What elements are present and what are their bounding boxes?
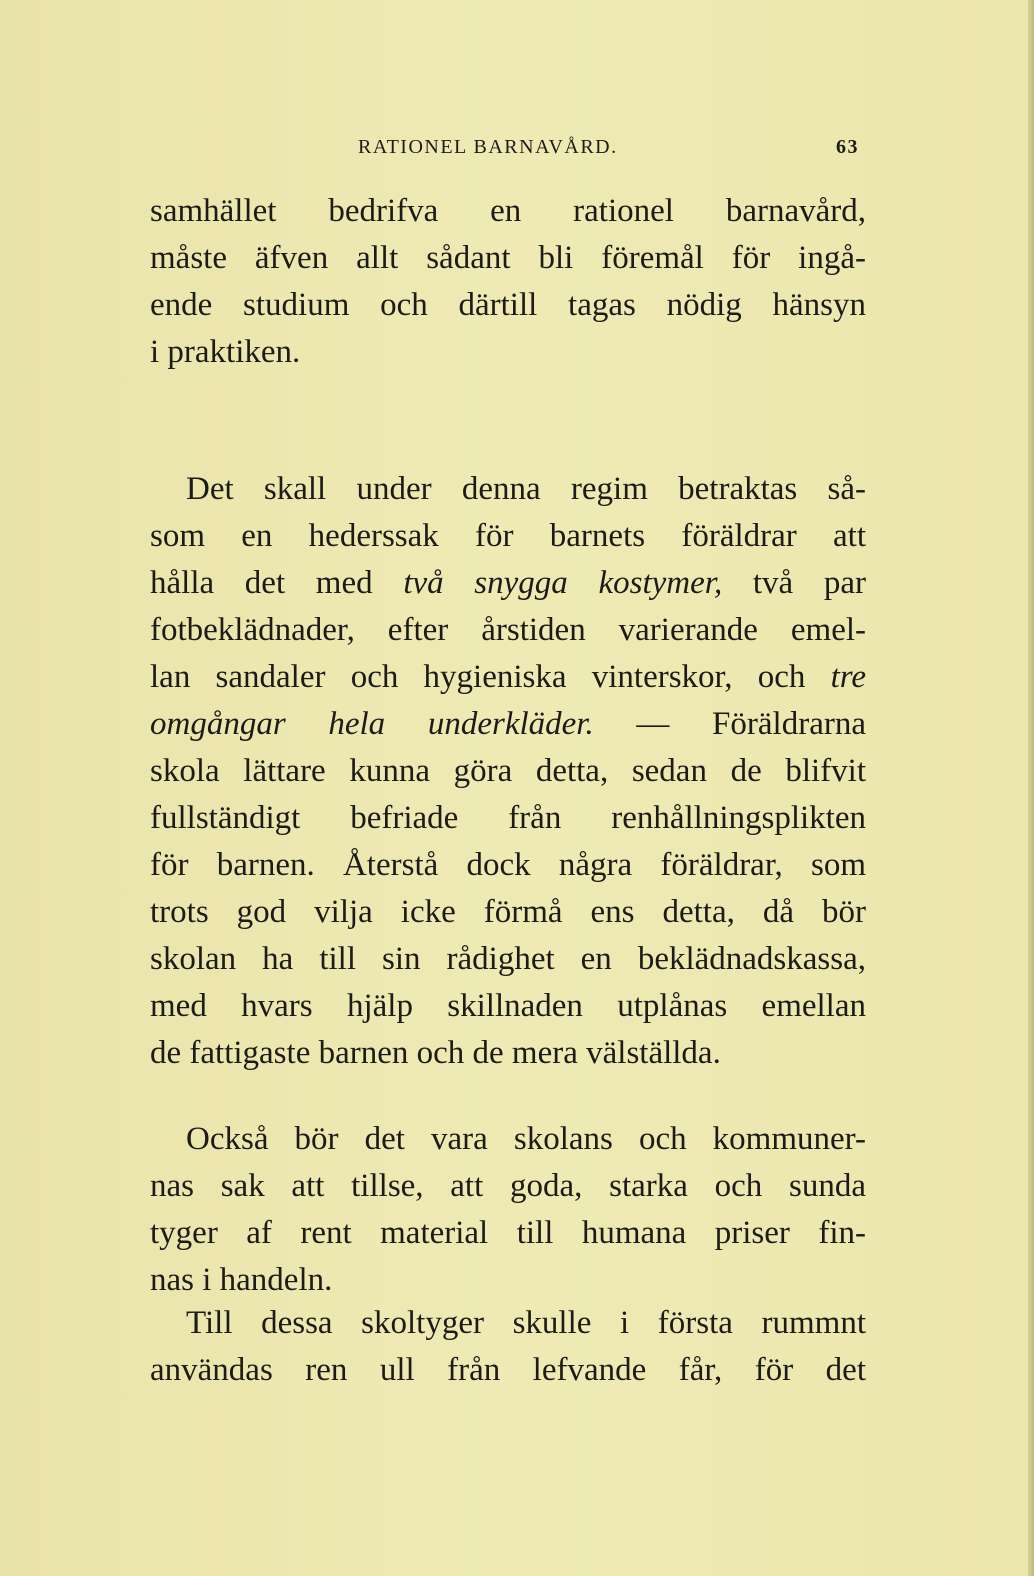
- text-line: de fattigaste barnen och de mera välställda.: [150, 1035, 721, 1071]
- text-line: som en hederssak för barnets föräldrar att: [150, 518, 866, 554]
- paragraph-2: [150, 466, 866, 1077]
- text-line: måste äfven allt sådant bli föremål för ingå-: [150, 240, 866, 276]
- text-line: användas ren ull från lefvande får, för det: [150, 1352, 866, 1388]
- italic-phrase: tre: [830, 659, 866, 695]
- text-line: tyger af rent material till humana priser fin-: [150, 1215, 866, 1251]
- text-line: nas i handeln.: [150, 1262, 333, 1298]
- paragraph-3: [150, 1116, 866, 1304]
- running-title: RATIONEL BARNAVÅRD.: [358, 136, 618, 158]
- text-line: trots god vilja icke förmå ens detta, då bör: [150, 894, 866, 930]
- paragraph-4: [150, 1300, 866, 1394]
- text-line: i praktiken.: [150, 334, 301, 370]
- text-line: med hvars hjälp skillnaden utplånas emellan: [150, 988, 866, 1024]
- page-header: [358, 136, 878, 166]
- text-segment: lan sandaler och hygieniska vinterskor, och: [150, 659, 831, 695]
- text-line: [150, 560, 866, 607]
- text-line: för barnen. Återstå dock några föräldrar, som: [150, 847, 866, 883]
- text-line: skolan ha till sin rådighet en beklädnadskassa,: [150, 941, 866, 977]
- italic-phrase: omgångar hela underkläder.: [150, 706, 594, 742]
- text-segment: två par: [722, 565, 867, 601]
- text-line: nas sak att tillse, att goda, starka och sunda: [150, 1168, 866, 1204]
- text-line: skola lättare kunna göra detta, sedan de blifvit: [150, 753, 866, 789]
- text-line: Det skall under denna regim betraktas så-: [186, 471, 866, 507]
- page-number: 63: [836, 136, 859, 158]
- text-line: Också bör det vara skolans och kommuner-: [186, 1121, 866, 1157]
- text-line: Till dessa skoltyger skulle i första rummnt: [186, 1305, 866, 1341]
- text-line: samhället bedrifva en rationel barnavård,: [150, 193, 866, 229]
- page-edge: [1028, 0, 1034, 1576]
- italic-phrase: två snygga kostymer,: [403, 565, 723, 601]
- text-line: fotbeklädnader, efter årstiden varierande emel-: [150, 612, 866, 648]
- paragraph-1: [150, 188, 866, 376]
- text-line: ende studium och därtill tagas nödig hänsyn: [150, 287, 866, 323]
- text-line: [150, 701, 866, 748]
- text-segment: hålla det med: [150, 565, 404, 601]
- text-segment: — Föräldrarna: [593, 706, 866, 742]
- text-line: [150, 654, 866, 701]
- text-line: fullständigt befriade från renhållningsplikten: [150, 800, 866, 836]
